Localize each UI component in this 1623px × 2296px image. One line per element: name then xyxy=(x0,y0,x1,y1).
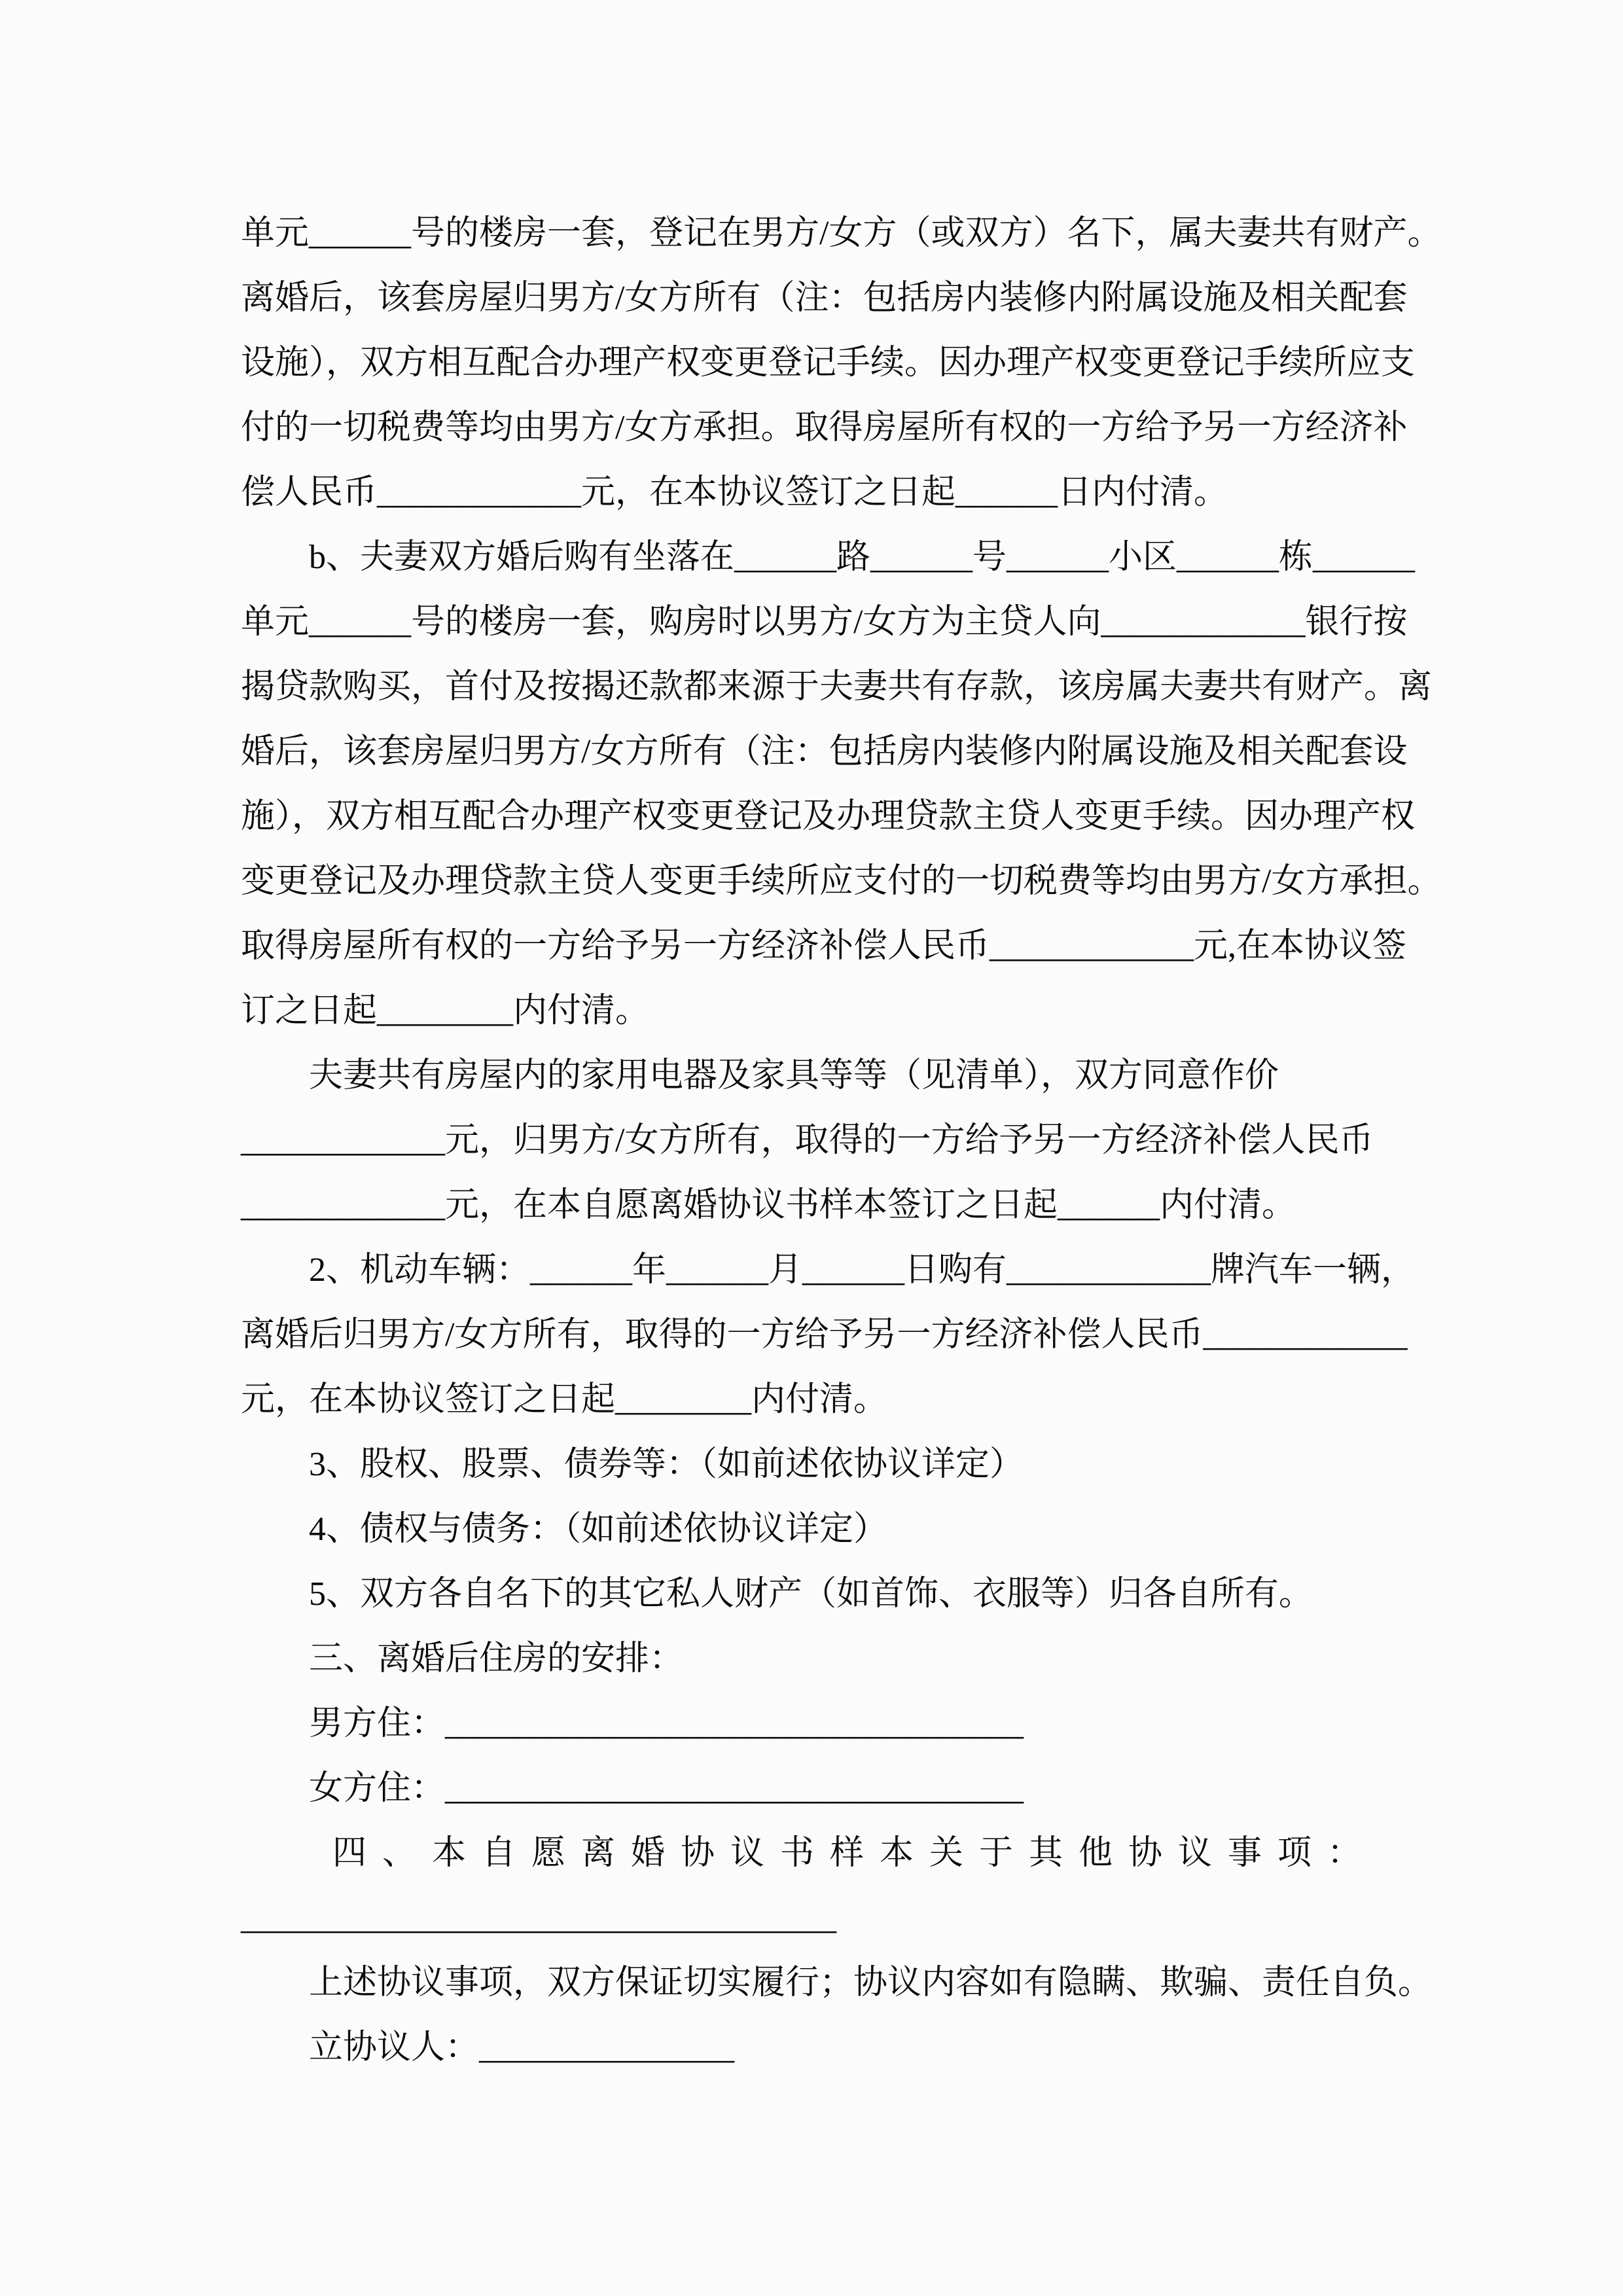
document-line: 元，在本协议签订之日起________内付清。 xyxy=(241,1381,888,1418)
document-line: 揭贷款购买，首付及按揭还款都来源于夫妻共有存款，该房属夫妻共有财产。离 xyxy=(241,668,1433,706)
document-line: 三、离婚后住房的安排： xyxy=(309,1640,684,1677)
document-line: 夫妻共有房屋内的家用电器及家具等等（见清单），双方同意作价 xyxy=(309,1057,1279,1094)
document-line: 变更登记及办理贷款主贷人变更手续所应支付的一切税费等均由男方/女方承担。 xyxy=(241,863,1442,900)
document-line: b、夫妻双方婚后购有坐落在______路______号______小区______栋______ xyxy=(309,539,1416,576)
document-line: 四、本自愿离婚协议书样本关于其他协议事项： xyxy=(332,1835,1378,1872)
document-line: 离婚后，该套房屋归男方/女方所有（注：包括房内装修内附属设施及相关配套 xyxy=(241,279,1408,317)
document-line: 付的一切税费等均由男方/女方承担。取得房屋所有权的一方给予另一方经济补 xyxy=(241,409,1408,446)
document-line: 男方住：__________________________________ xyxy=(309,1705,1024,1742)
document-line: 设施），双方相互配合办理产权变更登记手续。因办理产权变更登记手续所应支 xyxy=(241,344,1416,382)
document-line: 施），双方相互配合办理产权变更登记及办理贷款主贷人变更手续。因办理产权 xyxy=(241,798,1416,835)
document-line: ____________元，归男方/女方所有，取得的一方给予另一方经济补偿人民币 xyxy=(241,1122,1374,1159)
document-line: 取得房屋所有权的一方给予另一方经济补偿人民币____________元,在本协议签 xyxy=(241,927,1407,965)
document-line: 单元______号的楼房一套，登记在男方/女方（或双方）名下，属夫妻共有财产。 xyxy=(241,215,1442,252)
document-line: ____________元，在本自愿离婚协议书样本签订之日起______内付清。 xyxy=(241,1187,1296,1224)
document-line: 5、双方各自名下的其它私人财产（如首饰、衣服等）归各自所有。 xyxy=(309,1575,1313,1613)
document-line: 单元______号的楼房一套，购房时以男方/女方为主贷人向____________银行按 xyxy=(241,603,1408,641)
document-line: 3、股权、股票、债券等：（如前述依协议详定） xyxy=(309,1446,1024,1483)
document-line: 2、机动车辆：______年______月______日购有____________牌汽车一辆， xyxy=(309,1251,1416,1289)
agreement-body xyxy=(241,201,1442,2080)
document-line: 女方住：__________________________________ xyxy=(309,1770,1024,1807)
document-line: 订之日起________内付清。 xyxy=(241,992,650,1030)
document-line: 偿人民币____________元，在本协议签订之日起______日内付清。 xyxy=(241,474,1228,511)
document-line: 4、债权与债务：（如前述依协议详定） xyxy=(309,1511,888,1548)
document-line: 立协议人：_______________ xyxy=(309,2029,735,2066)
document-line: 婚后，该套房屋归男方/女方所有（注：包括房内装修内附属设施及相关配套设 xyxy=(241,733,1408,770)
document-line: ___________________________________ xyxy=(241,1899,836,1937)
document-line: 离婚后归男方/女方所有，取得的一方给予另一方经济补偿人民币____________ xyxy=(241,1316,1408,1354)
document-line: 上述协议事项，双方保证切实履行；协议内容如有隐瞒、欺骗、责任自负。 xyxy=(309,1964,1433,2001)
